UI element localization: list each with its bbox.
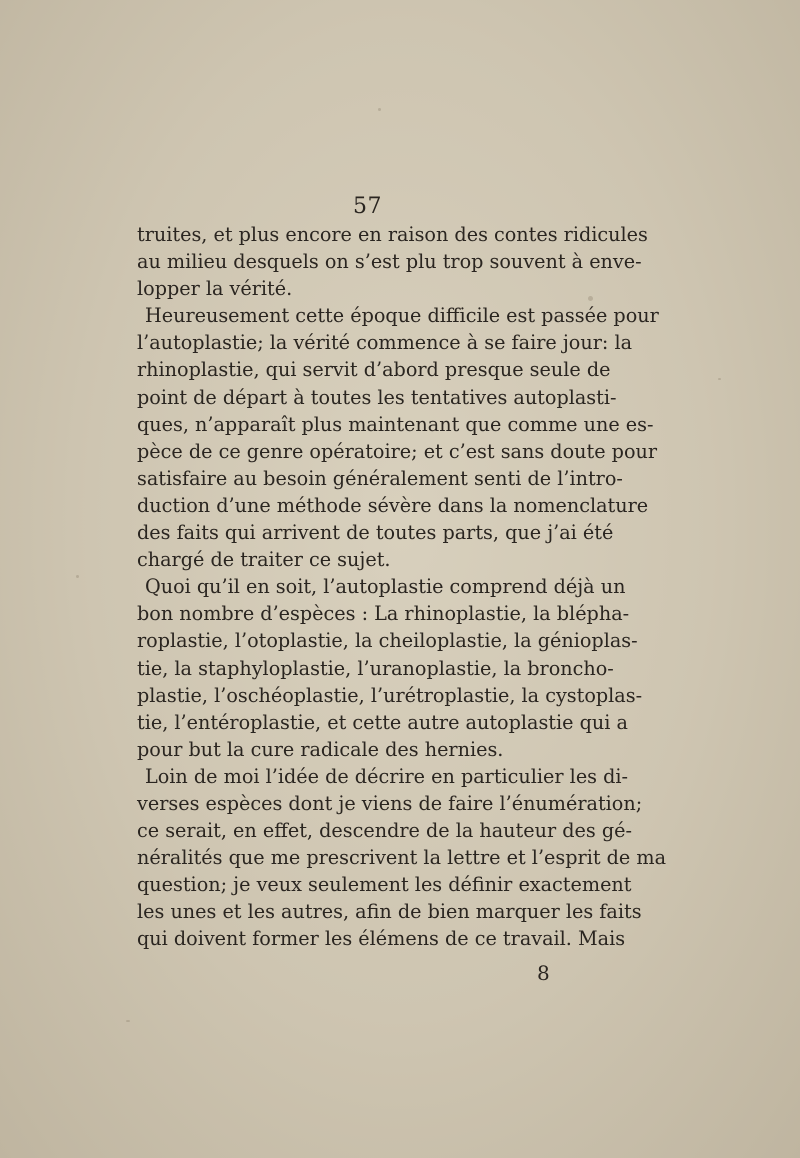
text-line: ce serait, en effet, descendre de la hauteur des gé-	[137, 819, 632, 843]
text-line: des faits qui arrivent de toutes parts, que j’ai été	[137, 521, 614, 545]
text-line: les unes et les autres, afin de bien marquer les faits	[137, 900, 642, 924]
paper-speck	[76, 575, 79, 578]
paper-speck	[718, 378, 721, 380]
body-text	[137, 221, 667, 953]
text-line: néralités que me prescrivent la lettre et l’esprit de ma	[137, 846, 667, 870]
text-line: chargé de traiter ce sujet.	[137, 548, 391, 572]
text-line: ques, n’apparaît plus maintenant que comme une es-	[137, 412, 654, 436]
text-line: verses espèces dont je viens de faire l’énumération;	[137, 791, 643, 815]
text-line: pèce de ce genre opératoire; et c’est sans doute pour	[137, 439, 658, 463]
paper-speck	[126, 1020, 130, 1022]
text-line: duction d’une méthode sévère dans la nomenclature	[137, 493, 649, 517]
text-line: Heureusement cette époque difficile est passée pour	[145, 304, 659, 328]
text-line: l’autoplastie; la vérité commence à se faire jour: la	[137, 331, 633, 355]
paper-speck	[588, 296, 593, 301]
text-line: question; je veux seulement les définir exactement	[137, 873, 632, 897]
text-line: lopper la vérité.	[137, 277, 293, 301]
paper-speck	[378, 108, 381, 111]
text-line: bon nombre d’espèces : La rhinoplastie, la blépha-	[137, 602, 630, 626]
text-line: au milieu desquels on s’est plu trop souvent à enve-	[137, 250, 642, 274]
text-line: point de départ à toutes les tentatives autoplasti-	[137, 385, 617, 409]
text-line: tie, la staphyloplastie, l’uranoplastie, la broncho-	[137, 656, 614, 680]
text-line: tie, l’entéroplastie, et cette autre autoplastie qui a	[137, 710, 628, 734]
text-line: pour but la cure radicale des hernies.	[137, 737, 504, 761]
text-line: plastie, l’oschéoplastie, l’urétroplastie, la cystoplas-	[137, 683, 643, 707]
page-number: 57	[353, 194, 382, 219]
text-line: rhinoplastie, qui servit d’abord presque seule de	[137, 358, 611, 382]
text-line: truites, et plus encore en raison des contes ridicules	[137, 223, 648, 246]
text-line: roplastie, l’otoplastie, la cheiloplastie, la génioplas-	[137, 629, 638, 653]
signature-mark: 8	[537, 961, 550, 985]
text-line: qui doivent former les élémens de ce travail. Mais	[137, 927, 626, 951]
text-line: Loin de moi l’idée de décrire en particulier les di-	[145, 764, 629, 788]
text-line: satisfaire au besoin généralement senti de l’intro-	[137, 466, 623, 490]
text-line: Quoi qu’il en soit, l’autoplastie comprend déjà un	[145, 575, 626, 599]
